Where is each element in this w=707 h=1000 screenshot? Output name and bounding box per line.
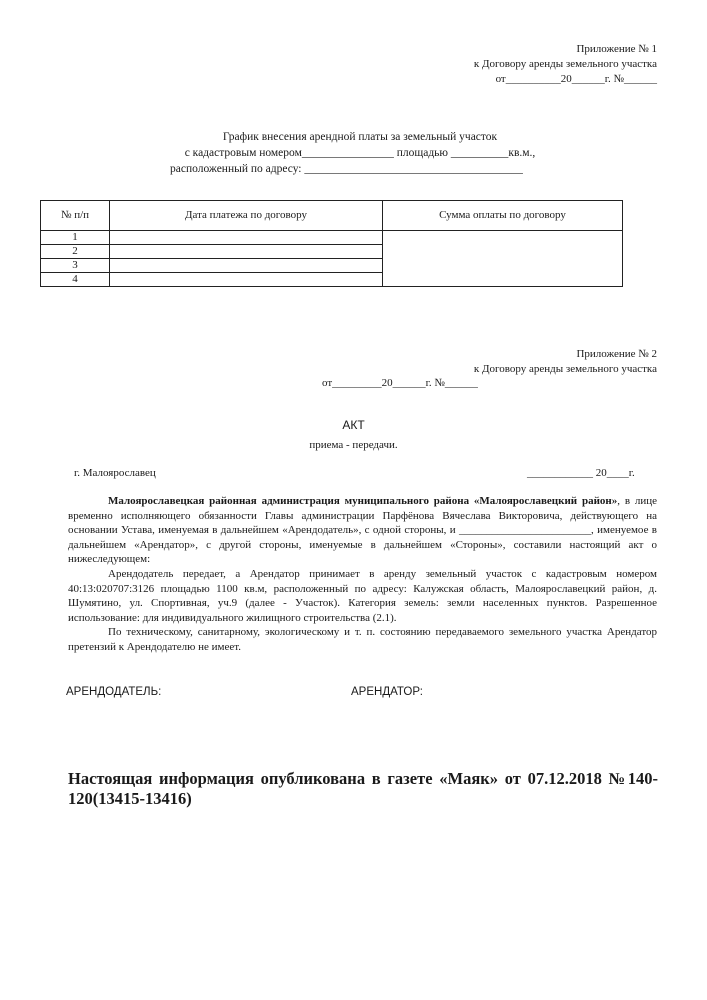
payment-date-cell bbox=[110, 273, 383, 287]
act-paragraph-parties bbox=[68, 494, 657, 567]
appendix-2-title: Приложение № 2 bbox=[576, 348, 657, 360]
schedule-title-line-2: с кадастровым номером________________ площадью __________кв.м., bbox=[184, 147, 536, 159]
act-subtitle: приема - передачи. bbox=[309, 439, 398, 451]
administration-name: Малоярославецкая районная администрация муниципального района «Малоярославецкий район» bbox=[108, 495, 618, 507]
appendix-1-header bbox=[257, 42, 657, 87]
row-number: 2 bbox=[41, 245, 110, 259]
act-city: г. Малоярославец bbox=[74, 467, 156, 479]
column-header-payment-date: Дата платежа по договору bbox=[110, 201, 383, 231]
table-row bbox=[41, 231, 623, 245]
schedule-title-line-1: График внесения арендной платы за земельный участок bbox=[222, 131, 498, 143]
act-body bbox=[68, 494, 657, 655]
table-header-row bbox=[41, 201, 623, 231]
act-title: АКТ bbox=[342, 418, 365, 432]
appendix-2-header bbox=[257, 347, 657, 377]
column-header-payment-amount: Сумма оплаты по договору bbox=[383, 201, 623, 231]
act-date: ____________ 20____г. bbox=[527, 467, 635, 479]
appendix-1-date-number: от__________20______г. №______ bbox=[495, 73, 657, 85]
publication-note: Настоящая информация опубликована в газете «Маяк» от 07.12.2018 №140-120(13415-13416) bbox=[68, 769, 658, 808]
act-paragraph-land-plot: Арендодатель передает, а Арендатор принимает в аренду земельный участок с кадастровым номером 40:13:020707:3126 площадью 1100 кв.м, расположенный по адресу: Калужская область, Малоярославецкий район, д. Шумятино, ул. Спортивная, уч.9 (далее - Участок). Категория земель: земли населенных пунктов. Разрешенное использование: для индивидуального жилищного строительства (2.1). bbox=[68, 567, 657, 624]
payment-schedule-table bbox=[40, 200, 623, 287]
appendix-1-contract-ref: к Договору аренды земельного участка bbox=[473, 58, 657, 70]
appendix-2-contract-ref: к Договору аренды земельного участка bbox=[473, 363, 657, 375]
row-number: 1 bbox=[41, 231, 110, 245]
payment-amount-cell bbox=[383, 231, 623, 287]
column-header-number: № п/п bbox=[41, 201, 110, 231]
lessee-signature-label: АРЕНДАТОР: bbox=[351, 686, 423, 698]
payment-date-cell bbox=[110, 259, 383, 273]
row-number: 4 bbox=[41, 273, 110, 287]
appendix-2-date-number: от_________20______г. №______ bbox=[322, 377, 478, 389]
lessor-signature-label: АРЕНДОДАТЕЛЬ: bbox=[66, 686, 162, 698]
schedule-title-line-3: расположенный по адресу: ______________________________________ bbox=[170, 163, 523, 175]
payment-date-cell bbox=[110, 231, 383, 245]
payment-date-cell bbox=[110, 245, 383, 259]
schedule-title bbox=[150, 129, 570, 177]
parties-text: , в лице временно исполняющего обязанности Главы администрации Парфёнова Вячеслава Викторовича, действующего на основании Устава, именуемая в дальнейшем «Арендодатель», с одной стороны, и ________________________, именуемое в дальнейшем «Арендатор», с другой стороны, именуемые в дальнейшем «Стороны», составили настоящий акт о нижеследующем: bbox=[68, 495, 657, 566]
row-number: 3 bbox=[41, 259, 110, 273]
appendix-1-title: Приложение № 1 bbox=[576, 43, 657, 55]
act-paragraph-condition: По техническому, санитарному, экологическому и т. п. состоянию передаваемого земельного участка Арендатор претензий к Арендодателю не имеет. bbox=[68, 626, 657, 653]
